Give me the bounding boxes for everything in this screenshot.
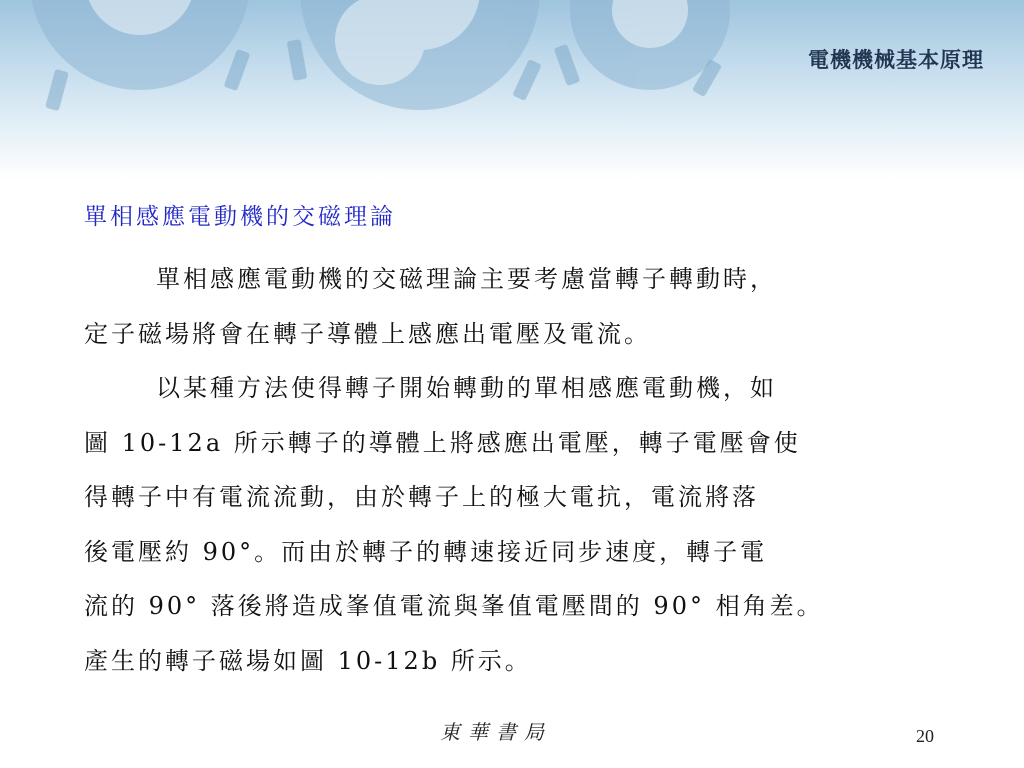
course-title: 電機機械基本原理: [808, 48, 984, 72]
paragraph-1-line-2: 定子磁場將會在轉子導體上感應出電壓及電流。: [84, 319, 651, 348]
publisher-name: 東華書局: [440, 720, 552, 744]
paragraph-2-line-3: 得轉子中有電流流動，由於轉子上的極大電抗，電流將落: [84, 483, 759, 511]
paragraph-1-line-1: 單相感應電動機的交磁理論主要考慮當轉子轉動時，: [156, 265, 777, 293]
body-text: [84, 252, 984, 688]
paragraph-2-line-1: 以某種方法使得轉子開始轉動的單相感應電動機，如: [156, 374, 777, 402]
paragraph-2-line-5: 流的 90° 落後將造成峯值電流與峯值電壓間的 90° 相角差。: [84, 592, 824, 620]
section-heading: 單相感應電動機的交磁理論: [84, 204, 396, 230]
paragraph-2-line-2: 圖 10-12a 所示轉子的導體上將感應出電壓，轉子電壓會使: [84, 428, 801, 457]
page-number: 20: [916, 726, 934, 746]
gears-decoration: [0, 0, 1024, 180]
header-banner: [0, 0, 1024, 180]
paragraph-2-line-6: 產生的轉子磁場如圖 10-12b 所示。: [84, 646, 532, 675]
paragraph-2-line-4: 後電壓約 90°。而由於轉子的轉速接近同步速度，轉子電: [84, 537, 768, 566]
